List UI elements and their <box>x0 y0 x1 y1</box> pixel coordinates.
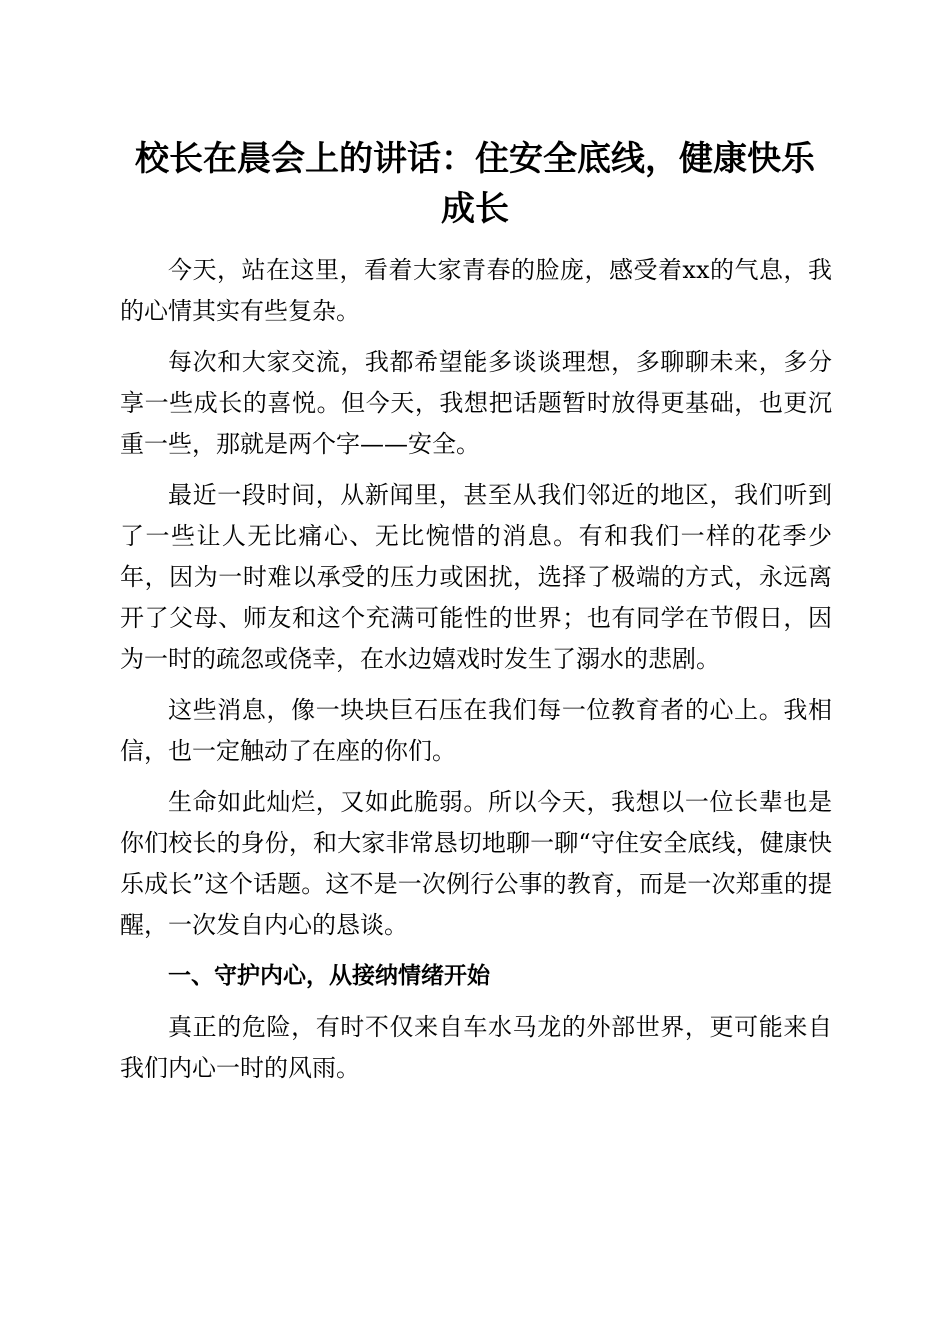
section-paragraph: 真正的危险，有时不仅来自车水马龙的外部世界，更可能来自我们内心一时的风雨。 <box>120 1013 832 1082</box>
paragraph-3: 最近一段时间，从新闻里，甚至从我们邻近的地区，我们听到了一些让人无比痛心、无比惋惜的消息。有和我们一样的花季少年，因为一时难以承受的压力或困扰，选择了极端的方式，永远离开了父母、师友和这个充满可能性的世界；也有同学在节假日，因为一时的疏忽或侥幸，在水边嬉戏时发生了溺水的悲剧。 <box>120 481 832 673</box>
document-title <box>118 134 832 234</box>
paragraph-2: 每次和大家交流，我都希望能多谈谈理想，多聊聊未来，多分享一些成长的喜悦。但今天，我想把话题暂时放得更基础，也更沉重一些，那就是两个字——安全。 <box>120 348 832 458</box>
paragraph-1: 今天，站在这里，看着大家青春的脸庞，感受着xx的气息，我的心情其实有些复杂。 <box>120 256 832 325</box>
title-line-1: 校长在晨会上的讲话：住安全底线，健康快乐 <box>135 139 815 179</box>
paragraph-4: 这些消息，像一块块巨石压在我们每一位教育者的心上。我相信，也一定触动了在座的你们。 <box>120 696 832 765</box>
paragraph-5: 生命如此灿烂，又如此脆弱。所以今天，我想以一位长辈也是你们校长的身份，和大家非常恳切地聊一聊“守住安全底线，健康快乐成长”这个话题。这不是一次例行公事的教育，而是一次郑重的提醒，一次发自内心的恳谈。 <box>120 788 832 939</box>
section-heading: 一、守护内心，从接纳情绪开始 <box>168 963 490 989</box>
document-body <box>120 250 832 1099</box>
title-line-2: 成长 <box>441 189 509 229</box>
